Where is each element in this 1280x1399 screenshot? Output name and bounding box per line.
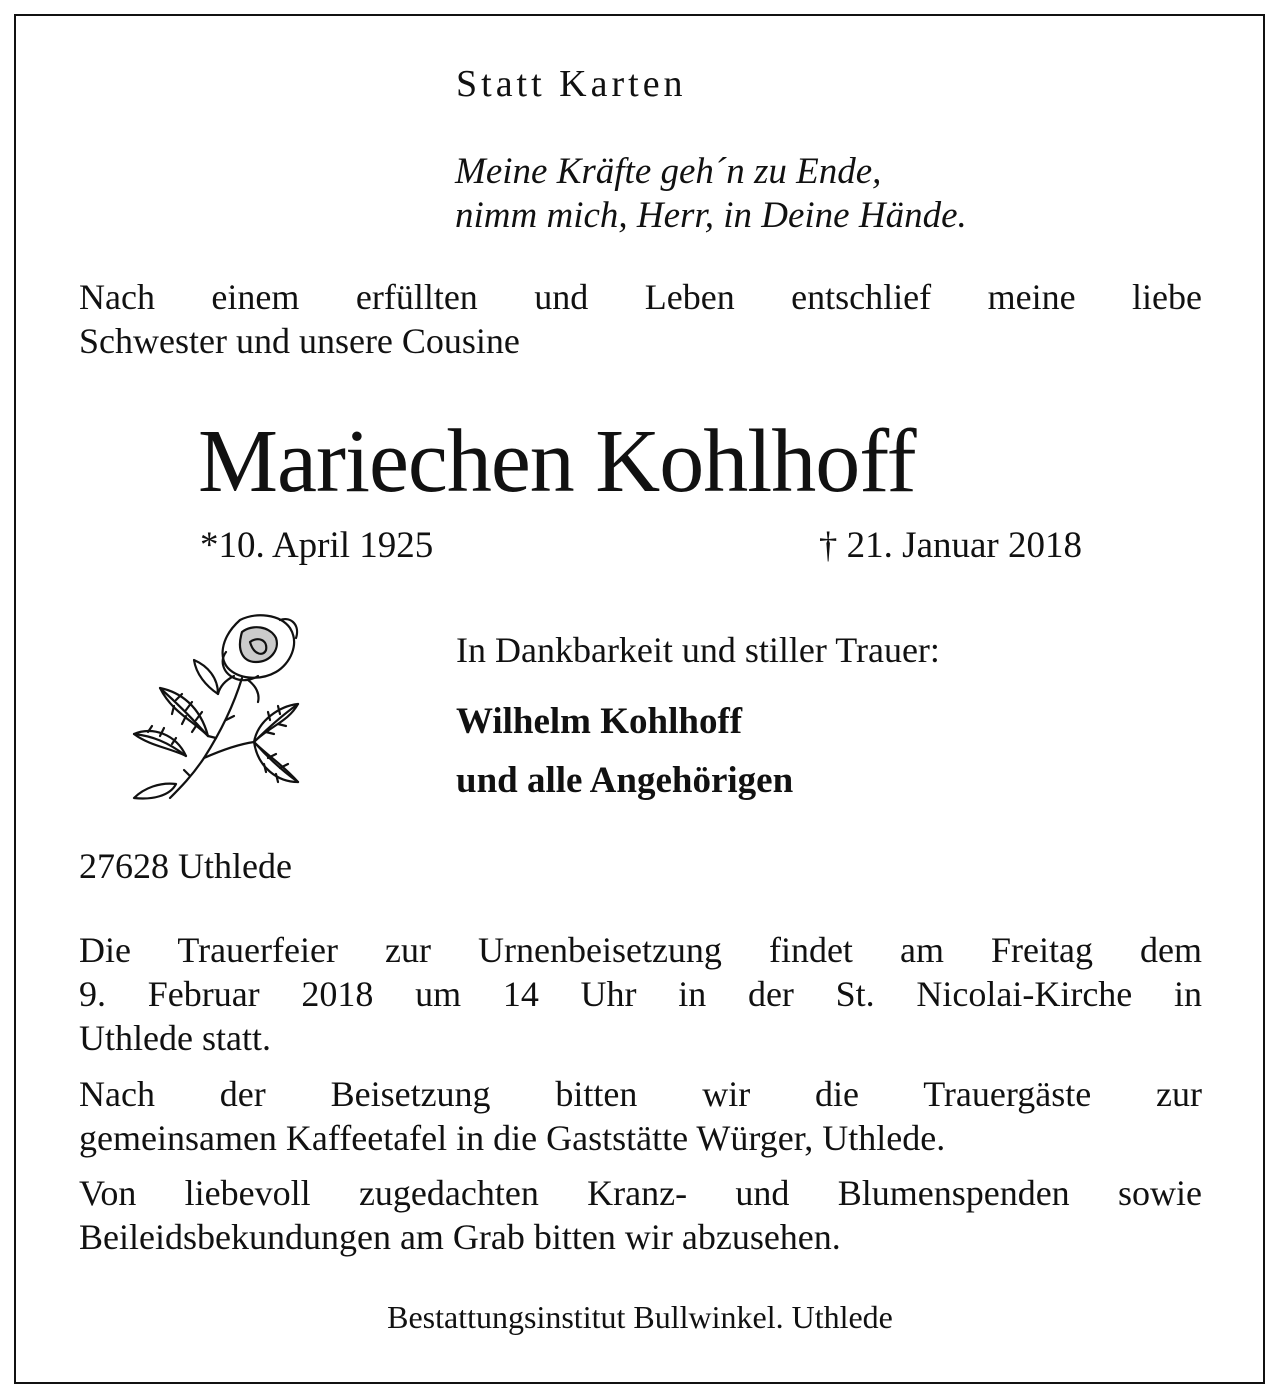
funeral-line-2: 9. Februar 2018 um 14 Uhr in der St. Nicolai-Kirche in (79, 974, 1202, 1014)
death-date: † 21. Januar 2018 (818, 525, 1082, 566)
verse-line-1: Meine Kräfte geh´n zu Ende, (455, 151, 882, 192)
mourner-name: Wilhelm Kohlhoff (456, 701, 743, 742)
reception-line-1: Nach der Beisetzung bitten wir die Trauergäste zur (79, 1074, 1202, 1114)
donations-line-2: Beileidsbekundungen am Grab bitten wir abzusehen. (79, 1217, 841, 1257)
funeral-line-3: Uthlede statt. (79, 1018, 271, 1058)
reception-line-2: gemeinsamen Kaffeetafel in die Gaststätte Würger, Uthlede. (79, 1118, 946, 1158)
donations-line-1: Von liebevoll zugedachten Kranz- und Blumenspenden sowie (79, 1173, 1202, 1213)
funeral-line-1: Die Trauerfeier zur Urnenbeisetzung findet am Freitag dem (79, 930, 1202, 970)
address: 27628 Uthlede (79, 846, 292, 886)
funeral-home: Bestattungsinstitut Bullwinkel. Uthlede (387, 1299, 893, 1335)
intro-line-2: Schwester und unsere Cousine (79, 321, 520, 361)
verse-line-2: nimm mich, Herr, in Deine Hände. (455, 195, 967, 236)
birth-date: *10. April 1925 (200, 525, 434, 566)
reception-paragraph (79, 1072, 1202, 1160)
intro-line-1: Nach einem erfüllten und Leben entschlief meine liebe (79, 277, 1202, 317)
rose-icon (130, 608, 302, 800)
statt-karten-heading: Statt Karten (456, 63, 687, 105)
verse (455, 150, 967, 238)
mourner-family: und alle Angehörigen (456, 760, 794, 801)
intro-paragraph (79, 275, 1202, 363)
mourning-heading: In Dankbarkeit und stiller Trauer: (456, 630, 940, 670)
donations-paragraph (79, 1171, 1202, 1259)
funeral-paragraph (79, 928, 1202, 1060)
deceased-name: Mariechen Kohlhoff (198, 412, 916, 511)
